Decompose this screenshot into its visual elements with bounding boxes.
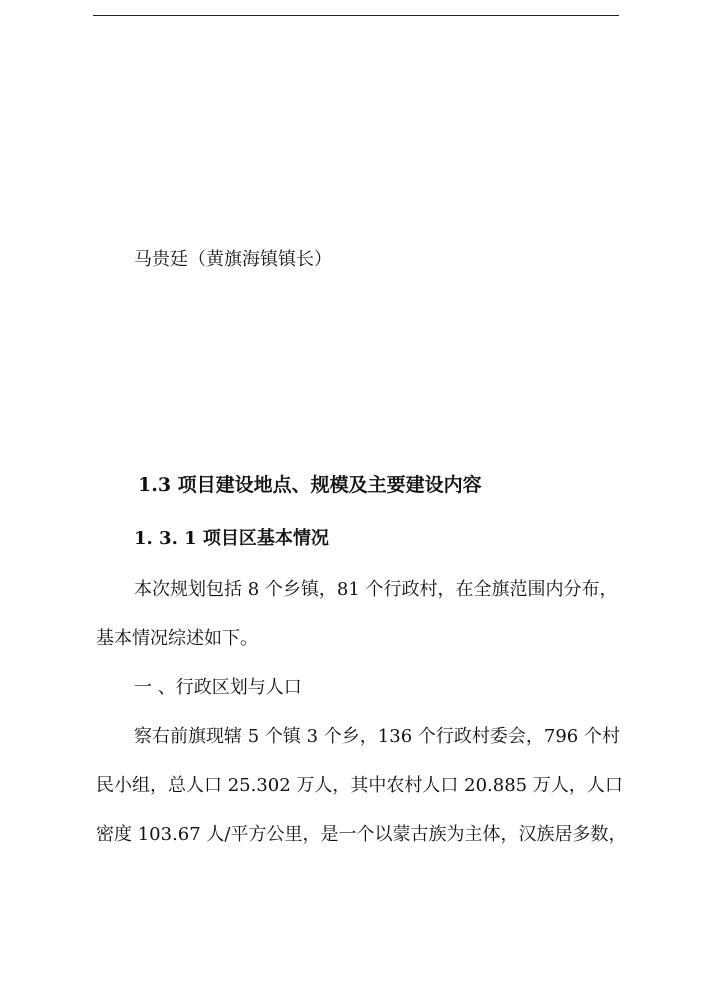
paragraph1-line2: 基本情况综述如下。	[96, 628, 258, 649]
paragraph1-line1: 本次规划包括 8 个乡镇，81 个行政村，在全旗范围内分布，	[134, 579, 618, 600]
paragraph2-line1: 察右前旗现辖 5 个镇 3 个乡，136 个行政村委会，796 个村	[134, 726, 620, 747]
signature-line: 马贵廷（黄旗海镇镇长）	[134, 249, 332, 270]
header-rule	[93, 15, 619, 16]
list-item-1: 一 、行政区划与人口	[134, 677, 302, 698]
section-heading: 1.3 项目建设地点、规模及主要建设内容	[138, 474, 482, 496]
paragraph2-line3: 密度 103.67 人/平方公里，是一个以蒙古族为主体，汉族居多数，	[96, 824, 627, 845]
subsection-heading: 1. 3. 1 项目区基本情况	[134, 528, 329, 549]
paragraph2-line2: 民小组，总人口 25.302 万人，其中农村人口 20.885 万人，人口	[96, 775, 623, 796]
